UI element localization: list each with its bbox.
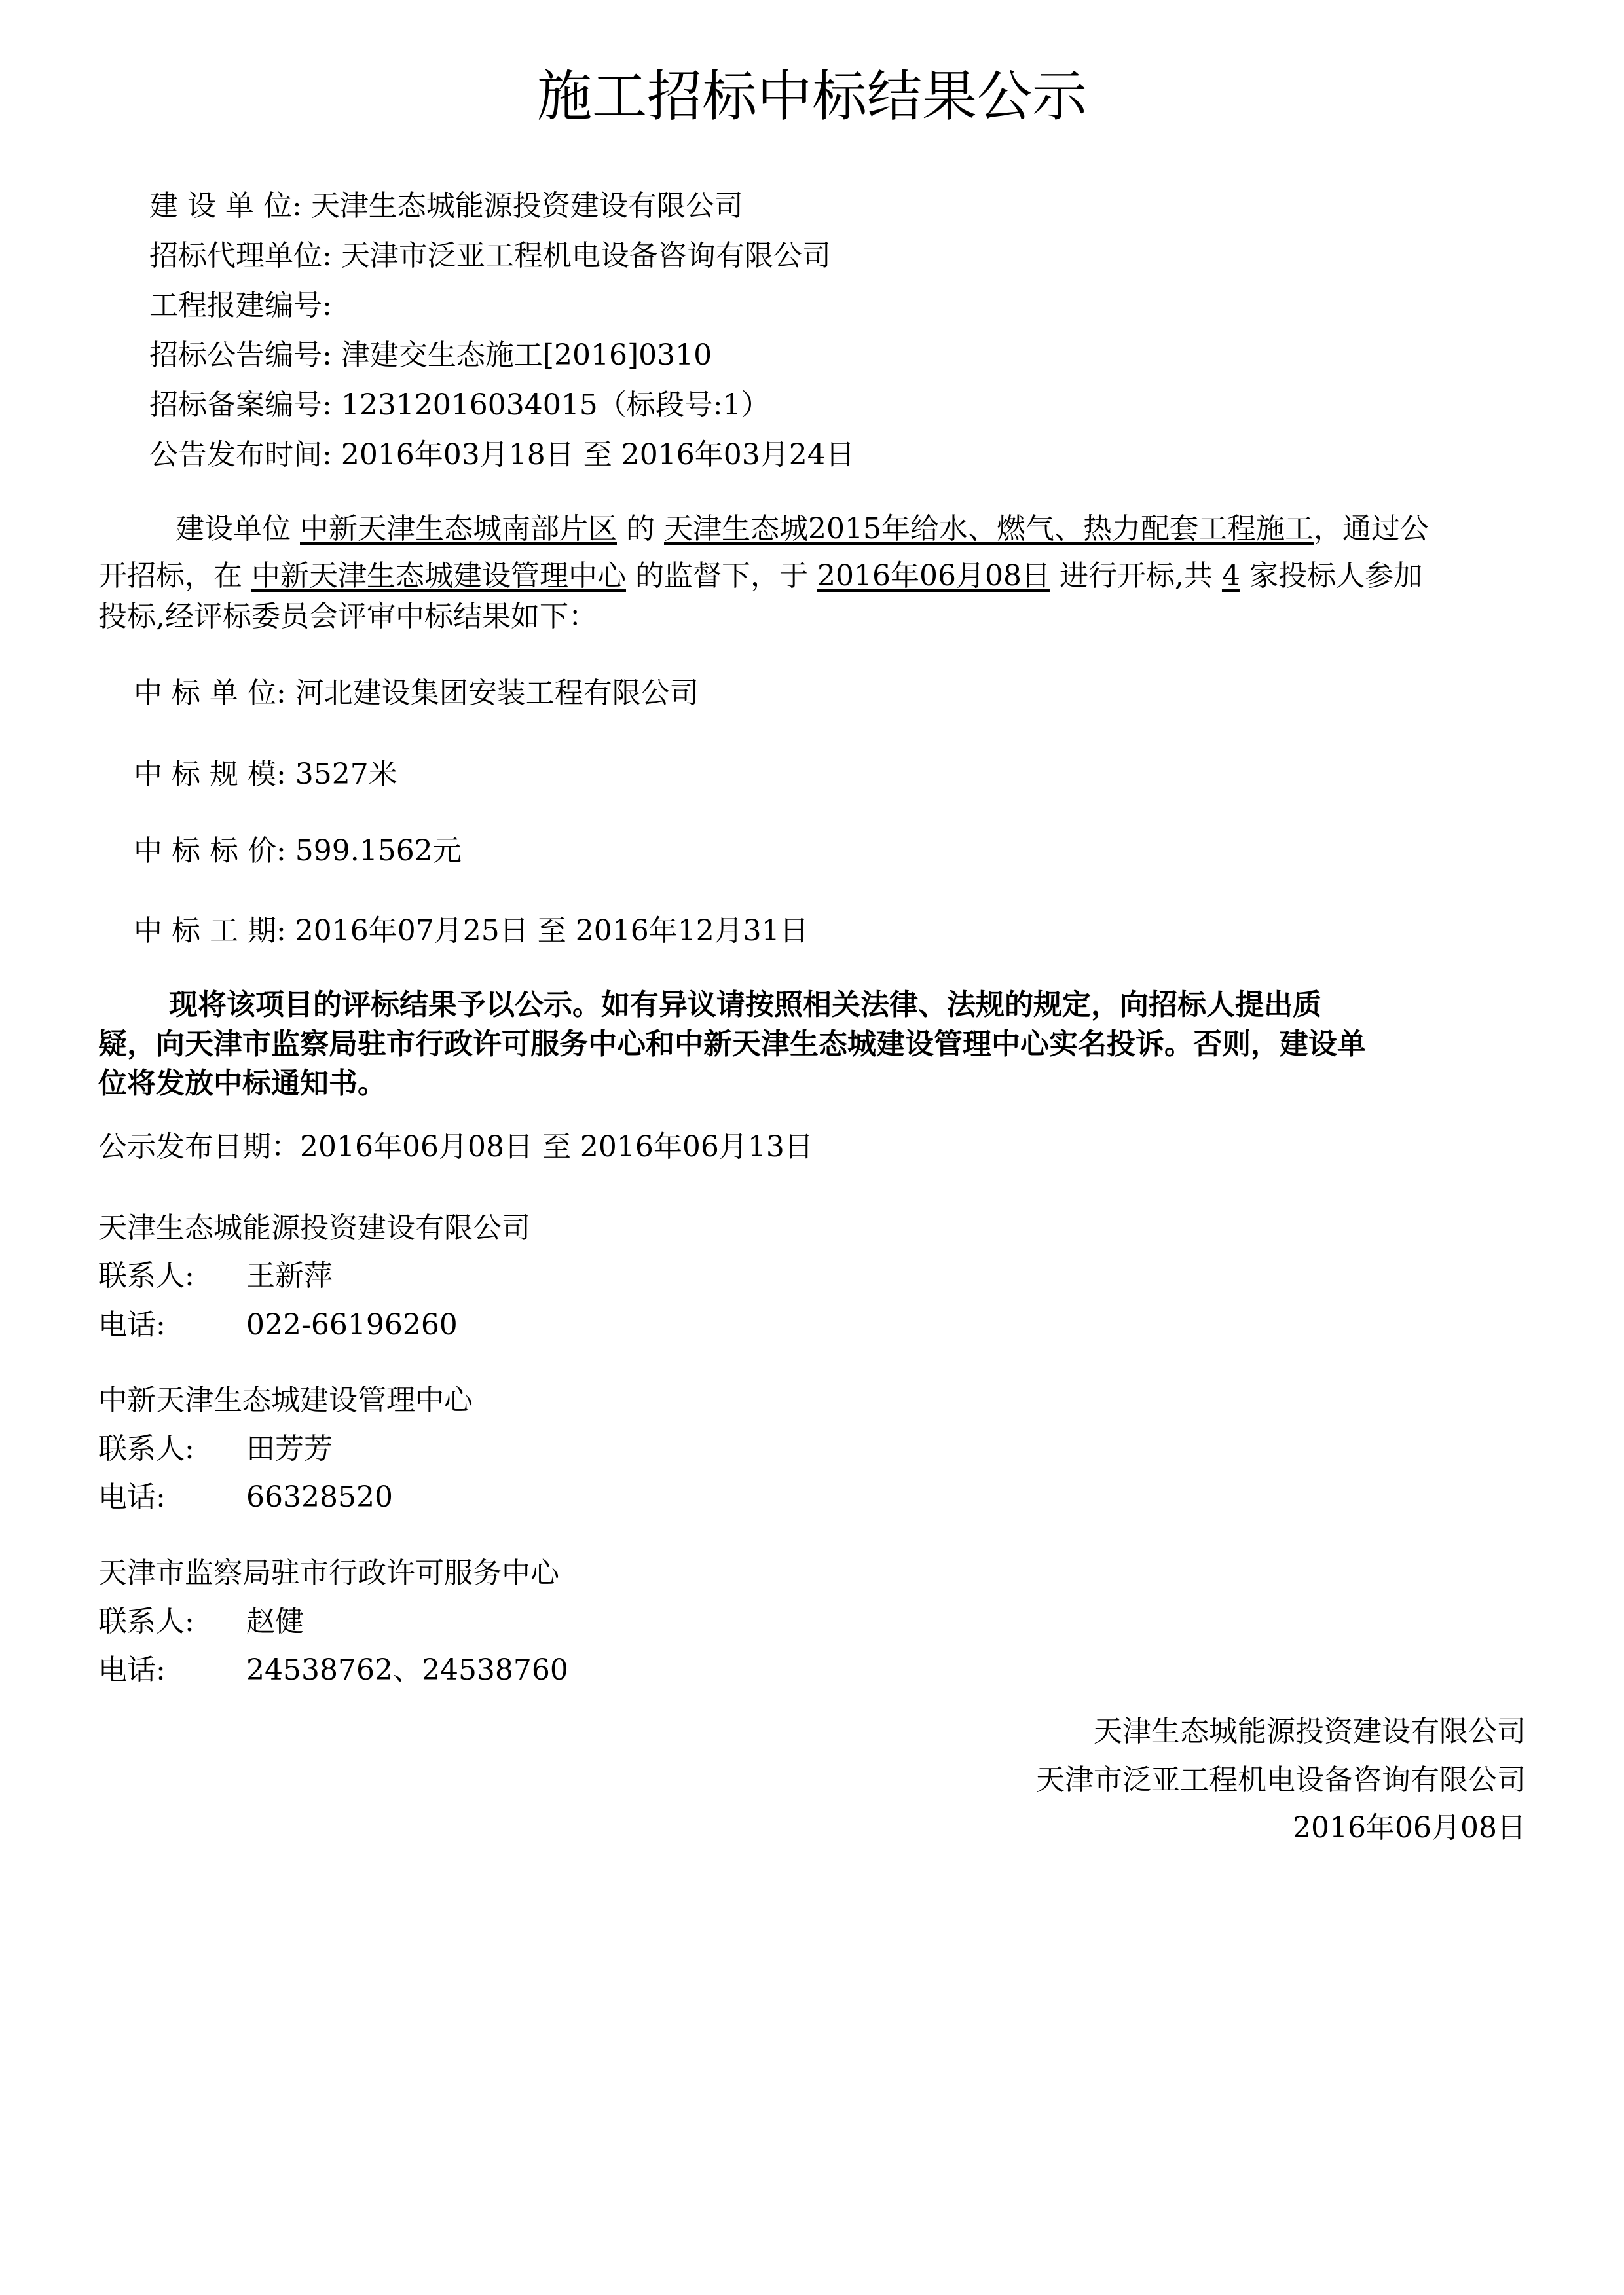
paragraph-text: 进行开标,共 — [1059, 559, 1213, 593]
contact-person-row — [98, 1258, 333, 1294]
contact-person-row — [98, 1604, 304, 1640]
result-period-row — [134, 913, 809, 949]
project-name-underlined: 天津生态城2015年给水、燃气、热力配套工程施工 — [664, 512, 1314, 545]
contact-person: 王新萍 — [246, 1259, 333, 1293]
price-value: 599.1562元 — [295, 834, 462, 868]
contact-person: 赵健 — [246, 1605, 304, 1638]
contact-person: 田芳芳 — [246, 1432, 333, 1465]
paragraph-line-3 — [98, 598, 597, 635]
period-value: 2016年07月25日 至 2016年12月31日 — [295, 914, 809, 947]
notice-no-label: 招标公告编号: — [149, 339, 332, 372]
result-winner-row — [134, 675, 699, 712]
builder-value: 天津生态城能源投资建设有限公司 — [310, 189, 743, 223]
supervisor-underlined: 中新天津生态城建设管理中心 — [251, 559, 626, 593]
publish-time-label: 公告发布时间: — [149, 438, 332, 471]
paragraph-text: 的监督下，于 — [635, 559, 808, 593]
scale-value: 3527米 — [295, 758, 397, 791]
signature-org-1: 天津生态城能源投资建设有限公司 — [1094, 1715, 1526, 1748]
info-publish-time-row — [149, 437, 855, 473]
paragraph-line-1 — [175, 511, 1429, 547]
contact-org: 中新天津生态城建设管理中心 — [98, 1384, 473, 1417]
contact-phone: 022-66196260 — [246, 1308, 458, 1342]
agency-value: 天津市泛亚工程机电设备咨询有限公司 — [341, 239, 831, 272]
info-project-no-row — [149, 287, 332, 324]
result-price-row — [134, 833, 462, 870]
signature-org-2: 天津市泛亚工程机电设备咨询有限公司 — [1036, 1763, 1526, 1797]
project-no-label: 工程报建编号: — [149, 289, 332, 322]
scale-label: 中 标 规 模: — [134, 758, 286, 791]
contact-phone-label: 电话: — [98, 1480, 166, 1514]
notice-line-2: 疑，向天津市监察局驻市行政许可服务中心和中新天津生态城建设管理中心实名投诉。否则，建设单 — [98, 1027, 1366, 1061]
contact-org: 天津市监察局驻市行政许可服务中心 — [98, 1556, 559, 1590]
paragraph-text: 建设单位 — [175, 512, 291, 545]
info-record-no-row — [149, 387, 770, 424]
paragraph-text: 的 — [626, 512, 655, 545]
record-no-value: 12312016034015（标段号:1） — [341, 388, 770, 422]
paragraph-text: 投标,经评标委员会评审中标结果如下： — [98, 600, 597, 633]
contact-person-label: 联系人: — [98, 1432, 194, 1465]
price-label: 中 标 标 价: — [134, 834, 286, 868]
contact-phone-label: 电话: — [98, 1653, 166, 1687]
open-date-underlined: 2016年06月08日 — [817, 559, 1050, 593]
paragraph-text: 家投标人参加 — [1249, 559, 1422, 593]
info-agency-row — [149, 238, 831, 274]
bidder-count-underlined: 4 — [1221, 559, 1240, 593]
contact-phone-row — [98, 1652, 568, 1689]
notice-no-value: 津建交生态施工[2016]0310 — [341, 339, 712, 372]
contact-phone-row — [98, 1479, 393, 1516]
contact-person-label: 联系人: — [98, 1259, 194, 1293]
contact-phone-label: 电话: — [98, 1308, 166, 1342]
contact-phone: 66328520 — [246, 1480, 393, 1514]
info-notice-no-row — [149, 337, 712, 374]
winner-label: 中 标 单 位: — [134, 676, 286, 710]
notice-line-1: 现将该项目的评标结果予以公示。如有异议请按照相关法律、法规的规定，向招标人提出质 — [169, 988, 1321, 1021]
record-no-label: 招标备案编号: — [149, 388, 332, 422]
period-label: 中 标 工 期: — [134, 914, 286, 947]
signature-date: 2016年06月08日 — [1293, 1811, 1526, 1845]
contact-person-label: 联系人: — [98, 1605, 194, 1638]
contact-person-row — [98, 1431, 333, 1467]
agency-label: 招标代理单位: — [149, 239, 332, 272]
contact-phone: 24538762、24538760 — [246, 1653, 568, 1687]
paragraph-text: 开招标，在 — [98, 559, 242, 593]
info-builder-row — [149, 188, 743, 225]
contact-phone-row — [98, 1307, 458, 1344]
winner-value: 河北建设集团安装工程有限公司 — [295, 676, 699, 710]
notice-line-3: 位将发放中标通知书。 — [98, 1067, 386, 1100]
contact-org: 天津生态城能源投资建设有限公司 — [98, 1211, 530, 1245]
paragraph-line-2 — [98, 558, 1422, 595]
builder-label: 建 设 单 位: — [149, 189, 302, 223]
result-scale-row — [134, 756, 397, 793]
publish-time-value: 2016年03月18日 至 2016年03月24日 — [341, 438, 855, 471]
paragraph-text: ，通过公 — [1313, 512, 1429, 545]
builder-area-underlined: 中新天津生态城南部片区 — [300, 512, 617, 545]
publicity-date: 公示发布日期：2016年06月08日 至 2016年06月13日 — [98, 1130, 813, 1164]
page-title: 施工招标中标结果公示 — [536, 64, 1087, 128]
